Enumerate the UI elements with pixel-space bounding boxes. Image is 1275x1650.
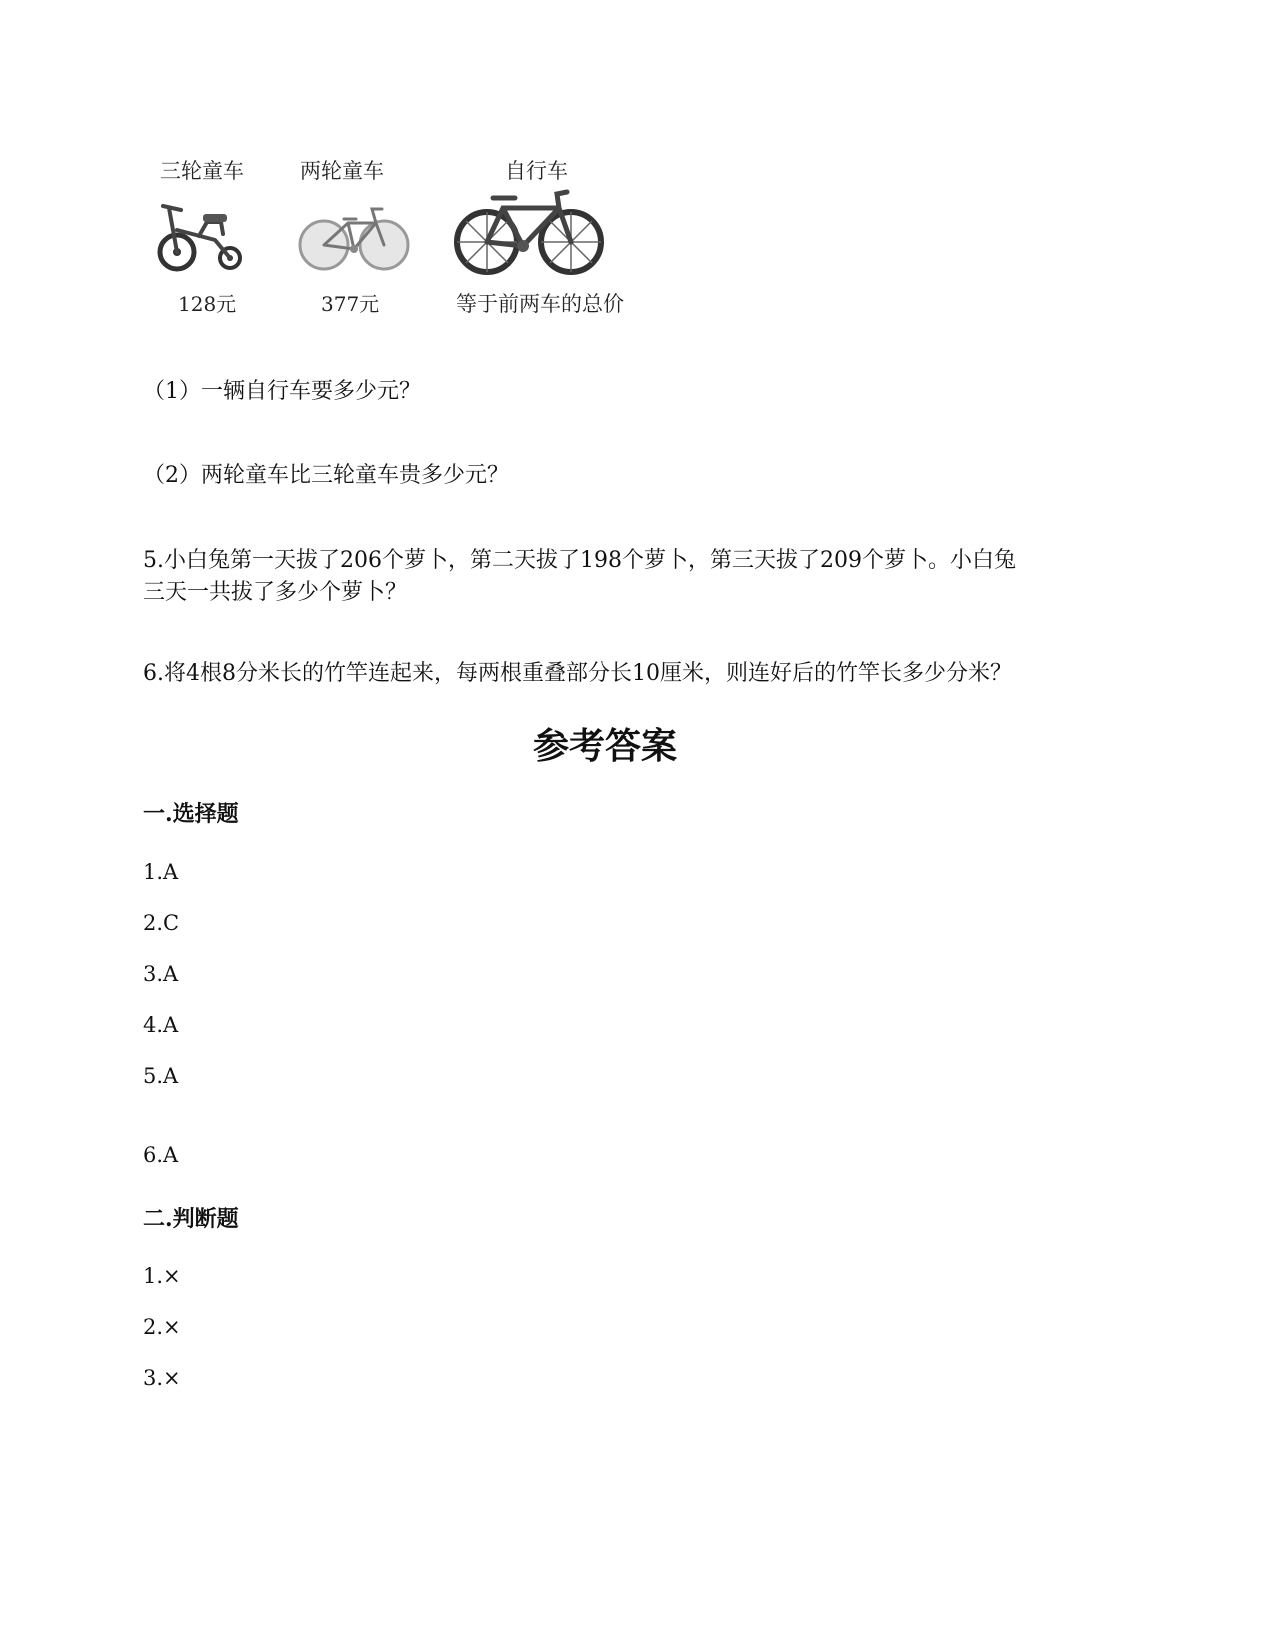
bicycle-label: 自行车: [505, 159, 568, 183]
subquestion-2: （2）两轮童车比三轮童车贵多少元？: [143, 463, 509, 488]
tricycle-picture: [155, 200, 250, 275]
two-wheel-kids-bike-label: 两轮童车: [300, 159, 384, 183]
question-6: 6.将4根8分米长的竹竿连起来，每两根重叠部分长10厘米，则连好后的竹竿长多少分米？: [143, 661, 1012, 686]
two-wheel-kids-bike-price: 377元: [321, 292, 380, 316]
answer-item: 2.×: [143, 1315, 181, 1339]
tricycle-price: 128元: [178, 292, 237, 316]
answer-item: 4.A: [143, 1013, 179, 1037]
tricycle-label: 三轮童车: [160, 159, 244, 183]
section-heading-choice: 一.选择题: [143, 801, 239, 827]
answers-title: 参考答案: [532, 725, 677, 767]
question-5-line-2: 三天一共拔了多少个萝卜？: [143, 580, 408, 605]
section-heading-judgment: 二.判断题: [143, 1206, 239, 1232]
answer-item: 1.×: [143, 1264, 181, 1288]
bicycle-price: 等于前两车的总价: [456, 292, 624, 316]
two-wheel-kids-bike-picture: [298, 205, 410, 273]
answer-item: 5.A: [143, 1064, 179, 1088]
subquestion-1: （1）一辆自行车要多少元？: [143, 379, 421, 404]
answer-item: 1.A: [143, 860, 179, 884]
answer-item: 2.C: [143, 911, 180, 935]
question-5-line-1: 5.小白兔第一天拔了206个萝卜，第二天拔了198个萝卜，第三天拔了209个萝卜。小白兔: [143, 548, 1016, 573]
answer-item: 3.A: [143, 962, 179, 986]
answer-item: 6.A: [143, 1143, 179, 1167]
answer-item: 3.×: [143, 1366, 181, 1390]
bicycle-picture: [453, 188, 603, 276]
question-5: [143, 545, 1016, 609]
